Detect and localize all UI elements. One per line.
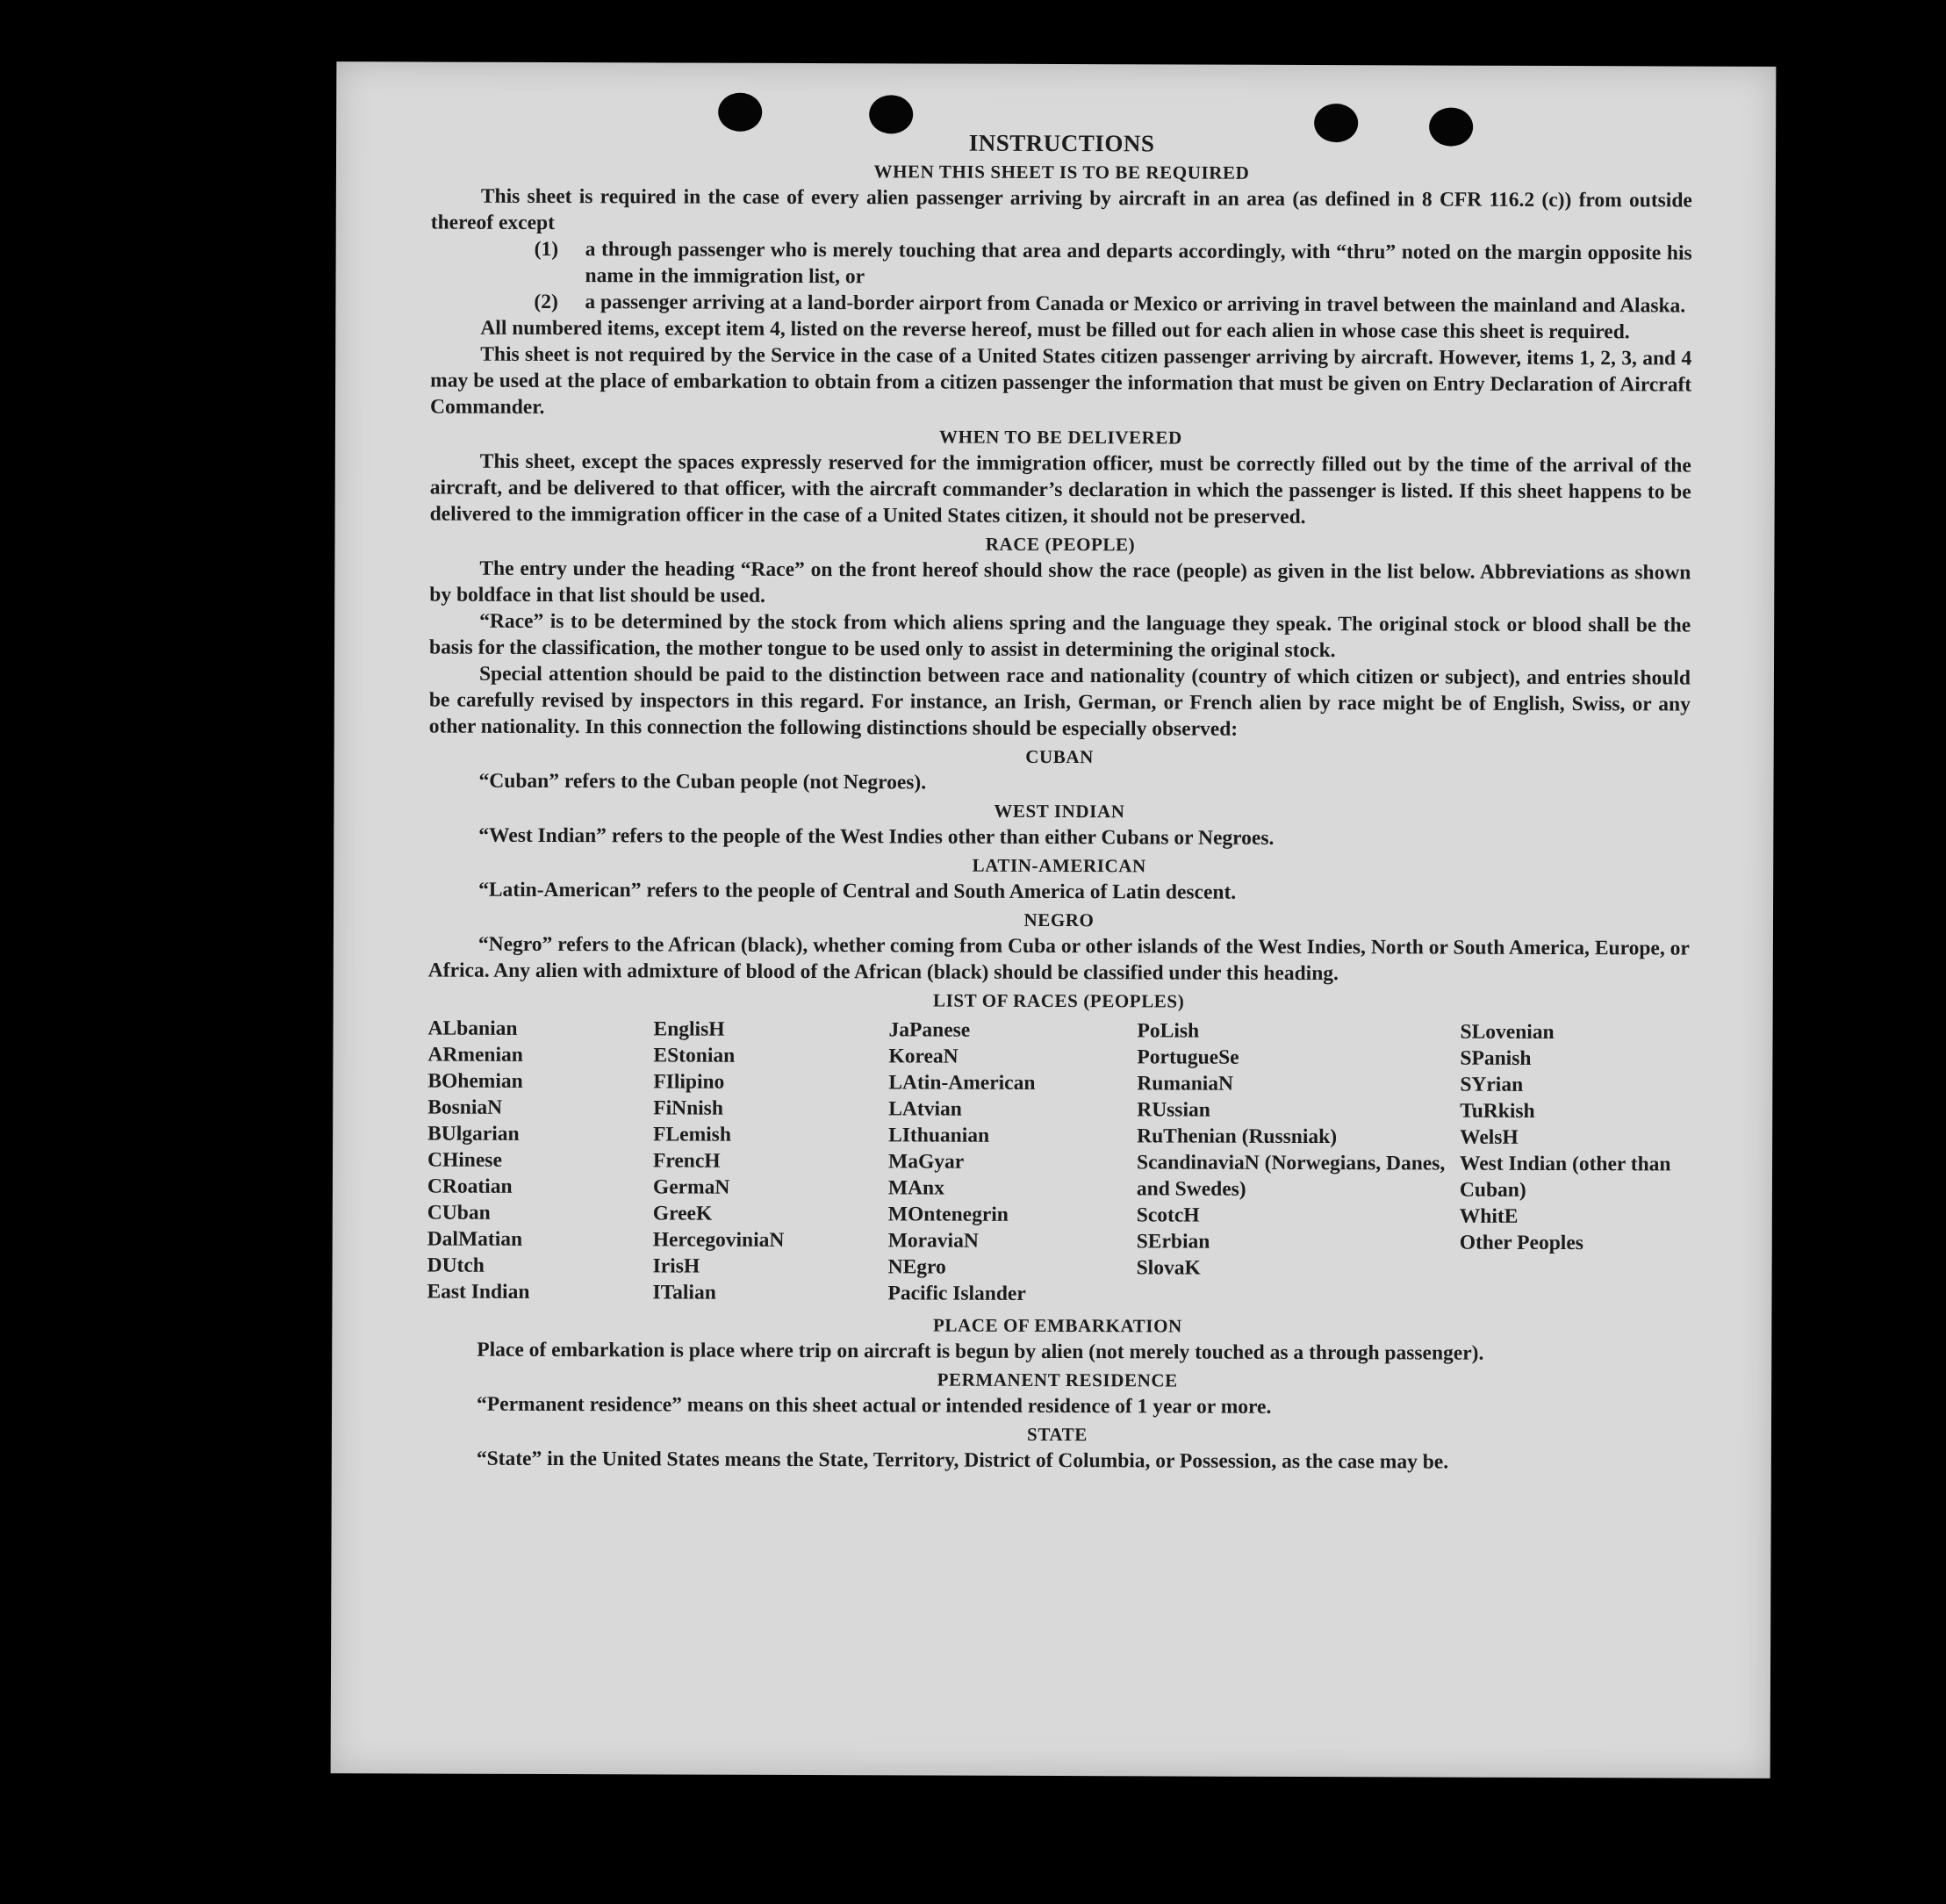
paragraph: The entry under the heading “Race” on the front hereof should show the race (people) as given in the list below. Abbreviations as shown by boldface in that list should be used. xyxy=(429,557,1691,607)
race-entry: East Indian xyxy=(427,1280,530,1304)
race-entry: SYrian xyxy=(1460,1073,1524,1096)
race-entry: SlovaK xyxy=(1136,1256,1201,1280)
section-heading: RACE (PEOPLE) xyxy=(985,533,1136,556)
race-entry: RumaniaN xyxy=(1137,1072,1234,1096)
race-entry: MoraviaN xyxy=(887,1229,979,1253)
paragraph: “Race” is to be determined by the stock from which aliens spring and the language they speak. The original stock or blood shall be the basis for the classification, the mother tongue to be used only to assist in determining the original stock. xyxy=(429,609,1691,663)
definition-note: “West Indian” refers to the people of the West Indies other than either Cubans or Negroes. xyxy=(478,823,1275,850)
definition-note: “Permanent residence” means on this sheet actual or intended residence of 1 year or more. xyxy=(477,1392,1272,1419)
race-column xyxy=(427,1016,653,1306)
race-entry: GreeK xyxy=(652,1202,713,1225)
race-entry: ITalian xyxy=(652,1281,716,1304)
race-entry: SPanish xyxy=(1460,1046,1532,1070)
paragraph: This sheet is not required by the Service in the case of a United States citizen passenger arriving by aircraft. However, items 1, 2, 3, and 4 may be used at the place of embarkation to obtain from a citizen passenger the information that must be given on Entry Declaration of Aircraft Commander. xyxy=(429,342,1692,419)
race-entry: FrencH xyxy=(652,1149,721,1173)
definition-paragraph: “Negro” refers to the African (black), whether coming from Cuba or other islands of the West Indies, North or South America, Europe, or Africa. Any alien with admixture of blood of the African (black) should be classified under this heading. xyxy=(427,932,1690,986)
race-entry: KoreaN xyxy=(888,1045,959,1068)
race-entry: PortugueSe xyxy=(1137,1045,1239,1069)
paragraph: Place of embarkation is place where trip on aircraft is begun by alien (not merely touched as a through passenger). xyxy=(477,1338,1484,1365)
paragraph: All numbered items, except item 4, listed on the reverse hereof, must be filled out for each alien in whose case this sheet is required. xyxy=(480,316,1630,344)
race-entry: TuRkish xyxy=(1460,1099,1535,1123)
instructions-text xyxy=(427,127,1692,1476)
race-entry: JaPanese xyxy=(888,1018,971,1042)
section-heading: CUBAN xyxy=(1025,745,1095,768)
race-entry: CUban xyxy=(427,1201,491,1225)
race-entry: EStonian xyxy=(653,1044,736,1067)
race-entry: LAtin-American xyxy=(888,1071,1036,1095)
race-entry: Pacific Islander xyxy=(887,1282,1026,1305)
race-entry: Other Peoples xyxy=(1459,1231,1583,1255)
race-entry: LAtvian xyxy=(888,1097,962,1121)
race-entry: ARmenian xyxy=(427,1043,523,1067)
race-entry: LIthuanian xyxy=(888,1124,990,1147)
race-entry: IrisH xyxy=(652,1254,700,1278)
section-heading: PERMANENT RESIDENCE xyxy=(937,1369,1178,1391)
race-entry: DalMatian xyxy=(427,1227,523,1251)
item-text: a passenger arriving at a land-border airport from Canada or Mexico or arriving in travel between the mainland and Alaska. xyxy=(585,291,1686,318)
race-entry: MAnx xyxy=(887,1176,944,1200)
race-entry: WelsH xyxy=(1460,1125,1519,1149)
race-entry: RUssian xyxy=(1137,1098,1210,1122)
race-column xyxy=(887,1017,1137,1307)
race-entry: SErbian xyxy=(1136,1230,1210,1254)
race-entry: BosniaN xyxy=(427,1096,503,1119)
item-text: a through passenger who is merely touching that area and departs accordingly, with “thru” noted on the margin opposite his name in the immigration list, or xyxy=(585,238,1692,289)
item-number: (2) xyxy=(534,290,558,314)
section-heading: WHEN THIS SHEET IS TO BE REQUIRED xyxy=(873,161,1250,183)
race-column xyxy=(1459,1019,1689,1310)
race-entry: FiNnish xyxy=(653,1096,723,1120)
section-heading: WEST INDIAN xyxy=(994,800,1125,823)
race-entry: BOhemian xyxy=(427,1069,523,1093)
race-entry: ScandinaviaN (Norwegians, Danes, and Swedes) xyxy=(1136,1151,1446,1201)
definition-note: “Latin-American” refers to the people of Central and South America of Latin descent. xyxy=(478,878,1237,904)
race-list xyxy=(427,1016,1689,1310)
item-number: (1) xyxy=(534,237,559,262)
race-entry: MaGyar xyxy=(887,1150,965,1174)
race-column xyxy=(1136,1017,1460,1308)
race-entry: EnglisH xyxy=(653,1017,725,1041)
section-heading: NEGRO xyxy=(1023,909,1095,931)
paragraph: This sheet, except the spaces expressly reserved for the immigration officer, must be correctly filled out by the time of the arrival of the aircraft, and be delivered to that officer, with the aircraft commander’s declaration in which the passenger is listed. If this sheet happens to be delivered to the immigration officer in the case of a United States citizen, it should not be preserved. xyxy=(429,449,1691,529)
race-entry: ALbanian xyxy=(427,1017,518,1040)
race-entry: ScotcH xyxy=(1136,1203,1200,1227)
race-entry: West Indian (other than Cuban) xyxy=(1459,1152,1671,1202)
race-entry: BUlgarian xyxy=(427,1122,520,1146)
race-entry: NEgro xyxy=(887,1255,946,1279)
race-entry: GermaN xyxy=(652,1175,730,1199)
document-title: INSTRUCTIONS xyxy=(968,129,1155,157)
paragraph: Special attention should be paid to the distinction between race and nationality (country of which citizen or subject), and entries should be carefully revised by inspectors in this regard. For instance, an Irish, German, or French alien by race might be of English, Swiss, or any other nationality. In this connection the following distinctions should be especially observed: xyxy=(428,662,1691,741)
race-entry: WhitE xyxy=(1459,1204,1519,1228)
section-heading: LATIN-AMERICAN xyxy=(972,854,1146,877)
section-heading: PLACE OF EMBARKATION xyxy=(932,1314,1182,1337)
exception-item xyxy=(534,289,1691,320)
race-entry: HercegoviniaN xyxy=(652,1228,785,1252)
section-heading: STATE xyxy=(1027,1423,1088,1446)
race-entry: CHinese xyxy=(427,1148,502,1172)
section-heading: WHEN TO BE DELIVERED xyxy=(939,426,1182,449)
race-entry: RuThenian (Russniak) xyxy=(1137,1124,1338,1149)
paper-sheet xyxy=(331,61,1777,1778)
race-entry: DUtch xyxy=(427,1254,485,1277)
section-heading: LIST OF RACES (PEOPLES) xyxy=(932,989,1185,1012)
race-entry: PoLish xyxy=(1137,1019,1200,1043)
race-entry: FIlipino xyxy=(653,1070,725,1094)
race-entry: SLovenian xyxy=(1460,1020,1555,1044)
paragraph: “State” in the United States means the State, Territory, District of Columbia, or Possession, as the case may be. xyxy=(476,1447,1449,1474)
race-entry: FLemish xyxy=(653,1123,731,1146)
definition-note: “Cuban” refers to the Cuban people (not Negroes). xyxy=(478,769,927,794)
punch-hole xyxy=(718,93,762,132)
race-entry: CRoatian xyxy=(427,1175,513,1198)
exception-item xyxy=(535,236,1692,293)
race-entry: MOntenegrin xyxy=(887,1203,1009,1226)
race-column xyxy=(652,1016,888,1306)
paragraph: This sheet is required in the case of every alien passenger arriving by aircraft in an area (as defined in 8 CFR 116.2 (c)) from outside thereof except xyxy=(430,184,1692,235)
